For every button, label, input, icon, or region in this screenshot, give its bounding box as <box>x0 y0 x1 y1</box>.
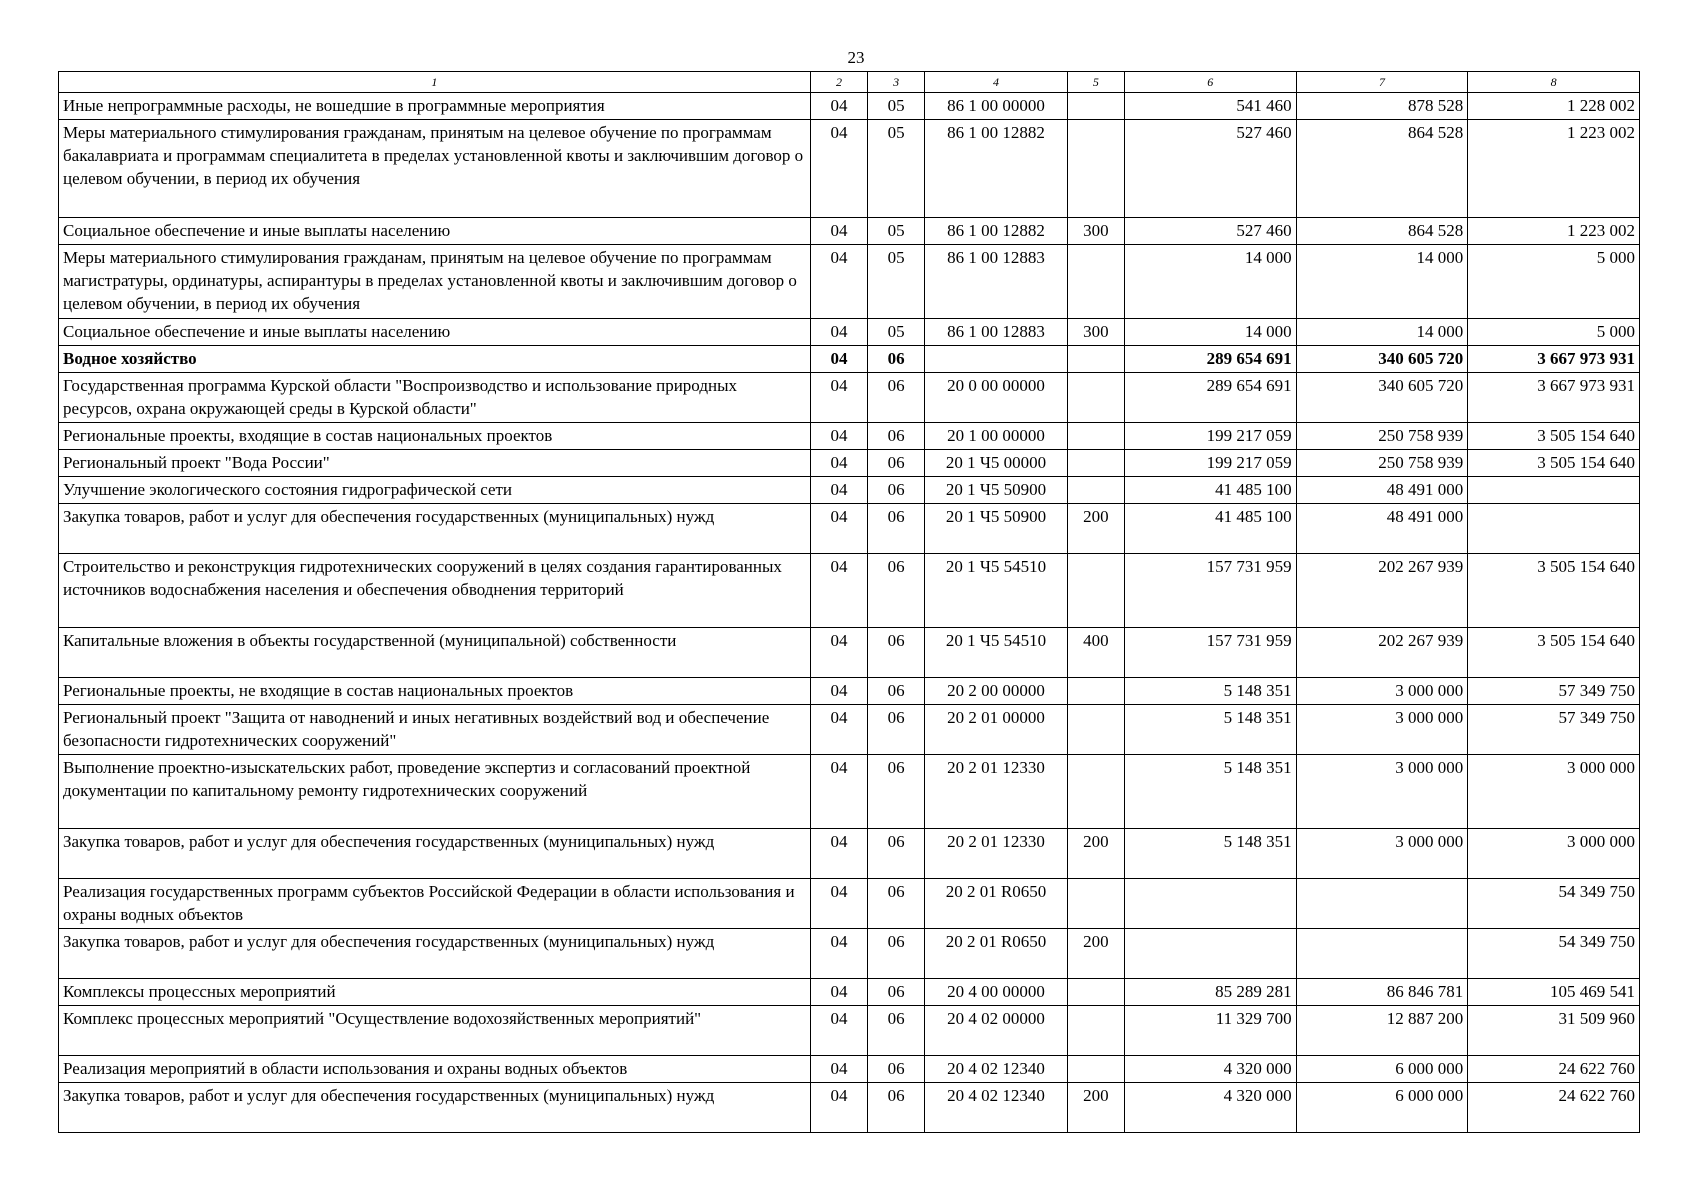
amount-column-8-cell: 1 223 002 <box>1468 120 1640 218</box>
table-row <box>59 979 1640 1006</box>
amount-column-7-cell: 6 000 000 <box>1296 1056 1468 1083</box>
target-article-code-cell: 20 1 Ч5 50900 <box>925 477 1068 504</box>
expense-type-code-cell: 200 <box>1067 829 1124 879</box>
table-row <box>59 678 1640 705</box>
table-row <box>59 628 1640 678</box>
section-code-cell: 04 <box>810 245 867 319</box>
amount-column-7-cell: 864 528 <box>1296 120 1468 218</box>
amount-column-8-cell: 24 622 760 <box>1468 1056 1640 1083</box>
table-row <box>59 346 1640 373</box>
expense-name-cell: Меры материального стимулирования гражданам, принятым на целевое обучение по программам бакалавриата и программам специалитета в пределах установленной квоты и заключившим договор о целевом обучении, в период их обучения <box>59 120 811 218</box>
section-code-cell: 04 <box>810 373 867 423</box>
expense-type-code-cell <box>1067 554 1124 628</box>
amount-column-6-cell: 4 320 000 <box>1124 1083 1296 1133</box>
expense-name-cell: Выполнение проектно-изыскательских работ, проведение экспертиз и согласований проектной документации по капитальному ремонту гидротехнических сооружений <box>59 755 811 829</box>
table-row <box>59 245 1640 319</box>
expense-type-code-cell: 300 <box>1067 319 1124 346</box>
amount-column-8-cell: 57 349 750 <box>1468 678 1640 705</box>
table-row <box>59 829 1640 879</box>
subsection-code-cell: 06 <box>868 979 925 1006</box>
amount-column-6-cell: 41 485 100 <box>1124 504 1296 554</box>
table-row <box>59 218 1640 245</box>
amount-column-6-cell: 85 289 281 <box>1124 979 1296 1006</box>
expense-type-code-cell <box>1067 373 1124 423</box>
subsection-code-cell: 06 <box>868 829 925 879</box>
amount-column-8-cell: 54 349 750 <box>1468 929 1640 979</box>
section-code-cell: 04 <box>810 879 867 929</box>
amount-column-7-cell: 6 000 000 <box>1296 1083 1468 1133</box>
column-header-3: 3 <box>868 72 925 93</box>
subsection-code-cell: 06 <box>868 755 925 829</box>
amount-column-8-cell <box>1468 477 1640 504</box>
subsection-code-cell: 06 <box>868 554 925 628</box>
section-code-cell: 04 <box>810 979 867 1006</box>
expense-name-cell: Меры материального стимулирования гражданам, принятым на целевое обучение по программам магистратуры, ординатуры, аспирантуры в пределах установленной квоты и заключившим договор о целевом обучении, в период их обучения <box>59 245 811 319</box>
section-code-cell: 04 <box>810 1056 867 1083</box>
amount-column-7-cell: 340 605 720 <box>1296 346 1468 373</box>
target-article-code-cell: 20 4 02 12340 <box>925 1083 1068 1133</box>
expense-name-cell: Социальное обеспечение и иные выплаты населению <box>59 218 811 245</box>
amount-column-6-cell: 289 654 691 <box>1124 373 1296 423</box>
target-article-code-cell: 20 2 01 12330 <box>925 755 1068 829</box>
amount-column-6-cell: 157 731 959 <box>1124 628 1296 678</box>
table-row <box>59 1083 1640 1133</box>
amount-column-6-cell: 199 217 059 <box>1124 450 1296 477</box>
table-row <box>59 1006 1640 1056</box>
amount-column-8-cell: 1 223 002 <box>1468 218 1640 245</box>
target-article-code-cell: 86 1 00 12883 <box>925 245 1068 319</box>
section-code-cell: 04 <box>810 705 867 755</box>
expense-type-code-cell <box>1067 1056 1124 1083</box>
expense-type-code-cell <box>1067 423 1124 450</box>
amount-column-7-cell: 3 000 000 <box>1296 678 1468 705</box>
expense-type-code-cell <box>1067 755 1124 829</box>
subsection-code-cell: 06 <box>868 929 925 979</box>
section-code-cell: 04 <box>810 477 867 504</box>
amount-column-7-cell: 202 267 939 <box>1296 554 1468 628</box>
section-code-cell: 04 <box>810 678 867 705</box>
table-row <box>59 929 1640 979</box>
target-article-code-cell: 20 2 01 R0650 <box>925 929 1068 979</box>
expense-name-cell: Региональный проект "Вода России" <box>59 450 811 477</box>
expense-type-code-cell: 400 <box>1067 628 1124 678</box>
target-article-code-cell: 20 2 01 R0650 <box>925 879 1068 929</box>
expense-name-cell: Региональные проекты, не входящие в состав национальных проектов <box>59 678 811 705</box>
amount-column-8-cell: 3 667 973 931 <box>1468 346 1640 373</box>
amount-column-6-cell: 11 329 700 <box>1124 1006 1296 1056</box>
expense-name-cell: Закупка товаров, работ и услуг для обеспечения государственных (муниципальных) нужд <box>59 504 811 554</box>
expense-name-cell: Реализация государственных программ субъектов Российской Федерации в области использования и охраны водных объектов <box>59 879 811 929</box>
amount-column-6-cell <box>1124 879 1296 929</box>
expense-type-code-cell <box>1067 705 1124 755</box>
amount-column-7-cell: 878 528 <box>1296 93 1468 120</box>
subsection-code-cell: 06 <box>868 373 925 423</box>
amount-column-8-cell: 3 505 154 640 <box>1468 628 1640 678</box>
expense-type-code-cell: 200 <box>1067 1083 1124 1133</box>
amount-column-7-cell: 202 267 939 <box>1296 628 1468 678</box>
expense-name-cell: Комплекс процессных мероприятий "Осуществление водохозяйственных мероприятий" <box>59 1006 811 1056</box>
target-article-code-cell: 20 4 02 12340 <box>925 1056 1068 1083</box>
expense-name-cell: Реализация мероприятий в области использования и охраны водных объектов <box>59 1056 811 1083</box>
subsection-code-cell: 06 <box>868 705 925 755</box>
amount-column-7-cell: 340 605 720 <box>1296 373 1468 423</box>
amount-column-6-cell: 5 148 351 <box>1124 678 1296 705</box>
amount-column-8-cell: 54 349 750 <box>1468 879 1640 929</box>
column-number-header-row <box>59 72 1640 93</box>
section-code-cell: 04 <box>810 1083 867 1133</box>
amount-column-6-cell: 199 217 059 <box>1124 423 1296 450</box>
target-article-code-cell <box>925 346 1068 373</box>
amount-column-6-cell: 541 460 <box>1124 93 1296 120</box>
expense-name-cell: Закупка товаров, работ и услуг для обеспечения государственных (муниципальных) нужд <box>59 829 811 879</box>
target-article-code-cell: 20 4 00 00000 <box>925 979 1068 1006</box>
subsection-code-cell: 05 <box>868 120 925 218</box>
column-header-8: 8 <box>1468 72 1640 93</box>
column-header-4: 4 <box>925 72 1068 93</box>
subsection-code-cell: 06 <box>868 628 925 678</box>
section-code-cell: 04 <box>810 755 867 829</box>
amount-column-7-cell: 48 491 000 <box>1296 504 1468 554</box>
subsection-code-cell: 06 <box>868 477 925 504</box>
table-row <box>59 450 1640 477</box>
expense-type-code-cell <box>1067 93 1124 120</box>
page-number: 23 <box>847 48 865 67</box>
subsection-code-cell: 06 <box>868 450 925 477</box>
table-row <box>59 93 1640 120</box>
expense-name-cell: Водное хозяйство <box>59 346 811 373</box>
table-row <box>59 1056 1640 1083</box>
expense-name-cell: Региональный проект "Защита от наводнений и иных негативных воздействий вод и обеспечение безопасности гидротехнических сооружений" <box>59 705 811 755</box>
amount-column-6-cell: 14 000 <box>1124 319 1296 346</box>
amount-column-6-cell: 5 148 351 <box>1124 829 1296 879</box>
amount-column-7-cell: 12 887 200 <box>1296 1006 1468 1056</box>
amount-column-8-cell: 3 505 154 640 <box>1468 423 1640 450</box>
expense-name-cell: Социальное обеспечение и иные выплаты населению <box>59 319 811 346</box>
amount-column-7-cell <box>1296 879 1468 929</box>
expense-name-cell: Закупка товаров, работ и услуг для обеспечения государственных (муниципальных) нужд <box>59 1083 811 1133</box>
section-code-cell: 04 <box>810 423 867 450</box>
section-code-cell: 04 <box>810 504 867 554</box>
subsection-code-cell: 06 <box>868 1056 925 1083</box>
subsection-code-cell: 05 <box>868 218 925 245</box>
target-article-code-cell: 20 1 Ч5 50900 <box>925 504 1068 554</box>
subsection-code-cell: 06 <box>868 423 925 450</box>
section-code-cell: 04 <box>810 829 867 879</box>
amount-column-6-cell: 4 320 000 <box>1124 1056 1296 1083</box>
expense-type-code-cell <box>1067 120 1124 218</box>
amount-column-8-cell: 5 000 <box>1468 319 1640 346</box>
expense-type-code-cell <box>1067 678 1124 705</box>
target-article-code-cell: 20 2 00 00000 <box>925 678 1068 705</box>
budget-table <box>58 71 1640 1133</box>
amount-column-8-cell: 1 228 002 <box>1468 93 1640 120</box>
target-article-code-cell: 86 1 00 12882 <box>925 218 1068 245</box>
amount-column-7-cell: 3 000 000 <box>1296 755 1468 829</box>
target-article-code-cell: 86 1 00 12883 <box>925 319 1068 346</box>
amount-column-7-cell: 86 846 781 <box>1296 979 1468 1006</box>
amount-column-6-cell: 289 654 691 <box>1124 346 1296 373</box>
target-article-code-cell: 20 0 00 00000 <box>925 373 1068 423</box>
subsection-code-cell: 05 <box>868 245 925 319</box>
expense-type-code-cell: 200 <box>1067 504 1124 554</box>
amount-column-8-cell: 3 505 154 640 <box>1468 450 1640 477</box>
amount-column-7-cell: 48 491 000 <box>1296 477 1468 504</box>
subsection-code-cell: 06 <box>868 879 925 929</box>
expense-name-cell: Комплексы процессных мероприятий <box>59 979 811 1006</box>
amount-column-6-cell: 5 148 351 <box>1124 755 1296 829</box>
amount-column-8-cell: 3 505 154 640 <box>1468 554 1640 628</box>
amount-column-7-cell: 3 000 000 <box>1296 829 1468 879</box>
target-article-code-cell: 20 1 Ч5 54510 <box>925 554 1068 628</box>
column-header-6: 6 <box>1124 72 1296 93</box>
section-code-cell: 04 <box>810 1006 867 1056</box>
subsection-code-cell: 06 <box>868 1006 925 1056</box>
table-row <box>59 423 1640 450</box>
amount-column-8-cell: 24 622 760 <box>1468 1083 1640 1133</box>
amount-column-8-cell: 57 349 750 <box>1468 705 1640 755</box>
amount-column-8-cell: 5 000 <box>1468 245 1640 319</box>
section-code-cell: 04 <box>810 120 867 218</box>
subsection-code-cell: 05 <box>868 319 925 346</box>
amount-column-7-cell <box>1296 929 1468 979</box>
amount-column-6-cell: 41 485 100 <box>1124 477 1296 504</box>
section-code-cell: 04 <box>810 93 867 120</box>
section-code-cell: 04 <box>810 450 867 477</box>
amount-column-8-cell: 3 000 000 <box>1468 755 1640 829</box>
expense-type-code-cell: 200 <box>1067 929 1124 979</box>
expense-type-code-cell <box>1067 979 1124 1006</box>
subsection-code-cell: 06 <box>868 1083 925 1133</box>
column-header-5: 5 <box>1067 72 1124 93</box>
section-code-cell: 04 <box>810 346 867 373</box>
table-row <box>59 477 1640 504</box>
expense-type-code-cell <box>1067 879 1124 929</box>
subsection-code-cell: 05 <box>868 93 925 120</box>
column-header-2: 2 <box>810 72 867 93</box>
target-article-code-cell: 86 1 00 12882 <box>925 120 1068 218</box>
table-row <box>59 373 1640 423</box>
table-body <box>59 72 1640 1133</box>
amount-column-7-cell: 3 000 000 <box>1296 705 1468 755</box>
subsection-code-cell: 06 <box>868 346 925 373</box>
amount-column-6-cell: 157 731 959 <box>1124 554 1296 628</box>
amount-column-7-cell: 864 528 <box>1296 218 1468 245</box>
amount-column-7-cell: 14 000 <box>1296 319 1468 346</box>
amount-column-8-cell: 3 000 000 <box>1468 829 1640 879</box>
expense-type-code-cell <box>1067 245 1124 319</box>
target-article-code-cell: 86 1 00 00000 <box>925 93 1068 120</box>
section-code-cell: 04 <box>810 554 867 628</box>
amount-column-8-cell <box>1468 504 1640 554</box>
subsection-code-cell: 06 <box>868 504 925 554</box>
amount-column-6-cell: 5 148 351 <box>1124 705 1296 755</box>
expense-type-code-cell: 300 <box>1067 218 1124 245</box>
target-article-code-cell: 20 2 01 00000 <box>925 705 1068 755</box>
amount-column-6-cell: 527 460 <box>1124 120 1296 218</box>
section-code-cell: 04 <box>810 319 867 346</box>
section-code-cell: 04 <box>810 218 867 245</box>
target-article-code-cell: 20 4 02 00000 <box>925 1006 1068 1056</box>
section-code-cell: 04 <box>810 929 867 979</box>
table-row <box>59 705 1640 755</box>
expense-type-code-cell <box>1067 1006 1124 1056</box>
amount-column-7-cell: 14 000 <box>1296 245 1468 319</box>
amount-column-6-cell: 14 000 <box>1124 245 1296 319</box>
amount-column-8-cell: 105 469 541 <box>1468 979 1640 1006</box>
target-article-code-cell: 20 1 Ч5 00000 <box>925 450 1068 477</box>
column-header-7: 7 <box>1296 72 1468 93</box>
amount-column-8-cell: 3 667 973 931 <box>1468 373 1640 423</box>
expense-type-code-cell <box>1067 346 1124 373</box>
subsection-code-cell: 06 <box>868 678 925 705</box>
table-row <box>59 504 1640 554</box>
expense-name-cell: Иные непрограммные расходы, не вошедшие в программные мероприятия <box>59 93 811 120</box>
expense-type-code-cell <box>1067 477 1124 504</box>
amount-column-7-cell: 250 758 939 <box>1296 423 1468 450</box>
amount-column-8-cell: 31 509 960 <box>1468 1006 1640 1056</box>
target-article-code-cell: 20 1 00 00000 <box>925 423 1068 450</box>
expense-name-cell: Региональные проекты, входящие в состав национальных проектов <box>59 423 811 450</box>
expense-name-cell: Строительство и реконструкция гидротехнических сооружений в целях создания гарантированных источников водоснабжения населения и обеспечения обводнения территорий <box>59 554 811 628</box>
expense-type-code-cell <box>1067 450 1124 477</box>
expense-name-cell: Государственная программа Курской области "Воспроизводство и использование природных ресурсов, охрана окружающей среды в Курской области" <box>59 373 811 423</box>
section-code-cell: 04 <box>810 628 867 678</box>
amount-column-7-cell: 250 758 939 <box>1296 450 1468 477</box>
table-row <box>59 319 1640 346</box>
expense-name-cell: Улучшение экологического состояния гидрографической сети <box>59 477 811 504</box>
expense-name-cell: Закупка товаров, работ и услуг для обеспечения государственных (муниципальных) нужд <box>59 929 811 979</box>
table-row <box>59 120 1640 218</box>
target-article-code-cell: 20 1 Ч5 54510 <box>925 628 1068 678</box>
expense-name-cell: Капитальные вложения в объекты государственной (муниципальной) собственности <box>59 628 811 678</box>
amount-column-6-cell: 527 460 <box>1124 218 1296 245</box>
amount-column-6-cell <box>1124 929 1296 979</box>
column-header-1: 1 <box>59 72 811 93</box>
table-row <box>59 554 1640 628</box>
table-row <box>59 879 1640 929</box>
target-article-code-cell: 20 2 01 12330 <box>925 829 1068 879</box>
table-row <box>59 755 1640 829</box>
